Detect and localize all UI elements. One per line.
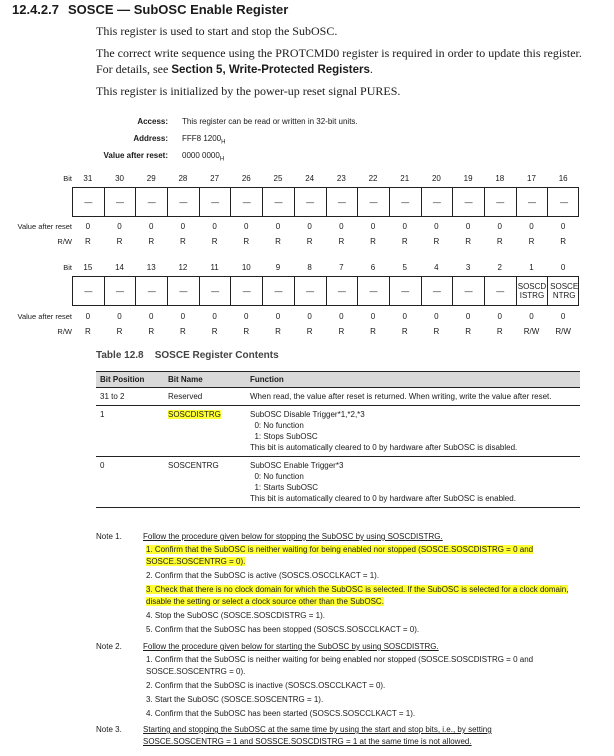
- bit-number: 24: [305, 174, 315, 183]
- reserved-bit-cell: —: [231, 277, 263, 305]
- rw-cell: R/W: [523, 327, 540, 336]
- rw-cell: R: [401, 327, 408, 336]
- reserved-bit-cell: —: [327, 277, 359, 305]
- ref-suffix: .: [369, 62, 373, 76]
- rw-cell: R: [465, 237, 471, 246]
- bit-number: 18: [495, 174, 505, 183]
- note-step: [146, 680, 580, 692]
- reset-value-cell: 0: [560, 222, 566, 231]
- bit-number: 7: [339, 263, 344, 272]
- note-step: [146, 544, 580, 568]
- reserved-bit-cell: —: [263, 277, 295, 305]
- reserved-bit-cell: —: [327, 188, 359, 216]
- rw-cell: R: [560, 237, 567, 246]
- rw-cell: R: [370, 327, 376, 336]
- intro-paragraph-3: This register is initialized by the power-up reset signal PURES.: [96, 84, 401, 98]
- reserved-bit-cell: —: [105, 188, 137, 216]
- rw-cell: R: [370, 237, 376, 246]
- bit-name: SOSCDISTRG: [168, 410, 221, 419]
- reset-value-cell: 0: [402, 222, 407, 231]
- bit-number: 10: [241, 263, 251, 272]
- intro-paragraph-1: This register is used to start and stop the SubOSC.: [96, 24, 338, 38]
- lower-register-box: [72, 276, 579, 306]
- reset-value-cell: 0: [85, 312, 91, 321]
- address-value: [182, 134, 225, 146]
- bit-name-cell: [164, 457, 246, 508]
- bit-label-lower: Bit: [63, 263, 72, 272]
- bit-number: 9: [275, 263, 281, 272]
- table-title: Table 12.8 SOSCE Register Contents: [96, 350, 279, 361]
- bit-number: 0: [560, 263, 566, 272]
- rw-label-lower: R/W: [57, 327, 72, 336]
- rw-cell: R: [243, 237, 250, 246]
- bit-field-cell: SOSCE NTRG: [550, 282, 579, 300]
- reset-value-cell: 0: [560, 312, 566, 321]
- bit-number: 13: [146, 263, 156, 272]
- bit-number: 3: [465, 263, 471, 272]
- rw-cell: R: [275, 237, 281, 246]
- function-line: 1: Starts SubOSC: [250, 483, 319, 492]
- function-cell: [246, 406, 580, 457]
- note1-label: Note 1.: [96, 532, 122, 541]
- address-label: Address:: [133, 134, 168, 143]
- reset-value-cell: 0: [275, 222, 281, 231]
- reset-value-cell: 0: [465, 222, 471, 231]
- reset-value-cell: 0: [117, 312, 122, 321]
- address-number: FFF8 1200: [182, 134, 222, 143]
- bit-number: 12: [178, 263, 188, 272]
- reserved-bit-cell: —: [485, 277, 517, 305]
- reset-value-cell: 0: [307, 312, 312, 321]
- reserved-bit-cell: —: [136, 188, 168, 216]
- reset-value-cell: 0: [148, 312, 154, 321]
- bit-number: 23: [336, 174, 346, 183]
- reserved-bit-cell: —: [560, 197, 569, 207]
- reserved-bit-cell: —: [295, 277, 327, 305]
- rw-cell: R: [306, 327, 313, 336]
- bit-number: 6: [370, 263, 376, 272]
- rw-cell: R: [496, 327, 503, 336]
- reset-value-cell: 0: [529, 312, 534, 321]
- bit-number: 19: [463, 174, 473, 183]
- reserved-bit-cell: —: [168, 277, 200, 305]
- note-step-text: 1. Confirm that the SubOSC is neither waiting for being enabled nor stopped (SOSCE.SOSCDISTRG = 0 and SOSCE.SOSCENTRG = 0).: [146, 545, 534, 566]
- access-label: Access:: [137, 117, 168, 126]
- rw-cell: R: [148, 327, 155, 336]
- reset-value-cell: 0: [85, 222, 91, 231]
- rw-cell: R: [433, 327, 440, 336]
- rw-cell: R: [116, 327, 123, 336]
- rw-cell: R: [180, 327, 186, 336]
- reserved-bit-cell: —: [517, 188, 549, 216]
- reserved-bit-cell: —: [168, 188, 200, 216]
- reset-value-cell: 0: [148, 222, 154, 231]
- upper-register-box: [72, 187, 579, 217]
- table-row: [96, 388, 580, 406]
- note-step: [146, 654, 580, 678]
- note3-label: Note 3.: [96, 725, 122, 734]
- note1-text: Follow the procedure given below for stopping the SubOSC by using SOSCDISTRG.: [143, 532, 443, 541]
- rw-cell: R: [84, 327, 91, 336]
- rw-cell: R: [148, 237, 155, 246]
- bit-name: SOSCENTRG: [168, 461, 219, 470]
- rw-cell: R: [338, 237, 345, 246]
- rw-cell: R: [243, 327, 250, 336]
- reserved-bit-cell: —: [453, 188, 485, 216]
- note-step-text: 3. Start the SubOSC (SOSCE.SOSCENTRG = 1).: [146, 695, 324, 704]
- reset-value-cell: 0: [275, 312, 281, 321]
- bit-number: 31: [83, 174, 93, 183]
- note-step-text: 2. Confirm that the SubOSC is inactive (SOSCS.OSCCLKACT = 0).: [146, 681, 386, 690]
- table-header-row: [96, 372, 580, 388]
- rw-cell: R: [496, 237, 503, 246]
- section-title: SOSCE — SubOSC Enable Register: [68, 2, 289, 17]
- reserved-bit-cell: —: [422, 188, 454, 216]
- note-step: [146, 610, 580, 622]
- section-reference-link[interactable]: Section 5, Write-Protected Registers: [171, 64, 370, 76]
- rw-cell: R: [211, 327, 218, 336]
- header-bit-name: Bit Name: [164, 372, 246, 388]
- function-cell: [246, 457, 580, 508]
- bit-name: Reserved: [168, 392, 203, 401]
- reserved-bit-cell: —: [295, 188, 327, 216]
- bit-field-cell: SOSCD ISTRG: [517, 277, 549, 305]
- note-step: [146, 694, 580, 706]
- bit-position-cell: 0: [96, 457, 164, 508]
- bit-number: 20: [431, 174, 441, 183]
- reset-value-cell: 0: [244, 222, 249, 231]
- function-line: SubOSC Enable Trigger*3: [250, 461, 344, 470]
- section-number: 12.4.2.7: [12, 2, 59, 17]
- function-line: 0: No function: [250, 472, 304, 481]
- function-line: SubOSC Disable Trigger*1,*2,*3: [250, 410, 365, 419]
- bit-number: 2: [497, 263, 502, 272]
- reserved-bit-cell: —: [358, 188, 390, 216]
- reserved-bit-cell: —: [390, 188, 422, 216]
- reserved-bit-cell: —: [200, 277, 232, 305]
- note-step-text: 4. Confirm that the SubOSC has been started (SOSCS.SOSCCLKACT = 1).: [146, 709, 416, 718]
- register-contents-table: [96, 371, 580, 508]
- header-bit-position: Bit Position: [96, 372, 164, 388]
- note3-line1: Starting and stopping the SubOSC at the same time by using the start and stop bits, i.e., by setting: [143, 725, 492, 734]
- reset-value-cell: 0: [117, 222, 122, 231]
- reserved-bit-cell: —: [453, 277, 485, 305]
- reset-value-cell: 0: [180, 312, 186, 321]
- bit-number: 21: [400, 174, 410, 183]
- reset-value-cell: 0: [180, 222, 186, 231]
- table-row: [96, 406, 580, 457]
- bit-number: 26: [241, 174, 251, 183]
- ref-prefix: For details, see: [96, 62, 172, 76]
- note-step-text: 1. Confirm that the SubOSC is neither waiting for being enabled nor stopped (SOSCE.SOSCDISTRG = 0 and SOSCE.SOSCENTRG = 0).: [146, 655, 534, 676]
- bit-number: 14: [115, 263, 124, 272]
- intro-paragraph-2: The correct write sequence using the PROTCMD0 register is required in order to update this register.: [96, 46, 582, 60]
- intro-paragraph-2-line2: [96, 62, 373, 77]
- bit-number: 30: [115, 174, 124, 183]
- rw-cell: R/W: [555, 327, 571, 336]
- rw-cell: R: [84, 237, 91, 246]
- bit-name-cell: [164, 388, 246, 406]
- reserved-bit-cell: —: [390, 277, 422, 305]
- reserved-bit-cell: —: [358, 277, 390, 305]
- access-value: This register can be read or written in 32-bit units.: [182, 117, 358, 126]
- note-step: [146, 708, 580, 720]
- reset-value-cell: 0: [434, 222, 439, 231]
- reserved-bit-cell: —: [136, 277, 168, 305]
- function-line: When read, the value after reset is returned. When writing, write the value after reset.: [250, 392, 552, 401]
- note2-text: Follow the procedure given below for starting the SubOSC by using SOSCDISTRG.: [143, 642, 439, 651]
- function-line: 1: Stops SubOSC: [250, 432, 318, 441]
- reset-value-cell: 0: [434, 312, 439, 321]
- reset-value-cell: 0: [370, 222, 376, 231]
- reset-value-cell: 0: [370, 312, 376, 321]
- bit-number: 4: [434, 263, 439, 272]
- bit-number: 29: [146, 174, 156, 183]
- note-step-text: 3. Check that there is no clock domain for which the SubOSC is selected. If the SubOSC is selected for a clock domain, disable the setting or select a clock source other than the SubOSC.: [146, 585, 569, 606]
- bit-number: 5: [402, 263, 407, 272]
- reset-value-cell: 0: [212, 222, 217, 231]
- note-step: [146, 624, 580, 636]
- bit-label-upper: Bit: [63, 174, 72, 183]
- bit-name-cell: [164, 406, 246, 457]
- reset-label: Value after reset:: [103, 151, 168, 160]
- bit-number: 27: [210, 174, 220, 183]
- reserved-bit-cell: —: [105, 277, 137, 305]
- function-cell: [246, 388, 580, 406]
- note-step: [146, 570, 580, 582]
- header-function: Function: [246, 372, 580, 388]
- note3-line2: SOSCE.SOSCENTRG = 1 and SOSSCE.SOSCDISTRG = 1 at the same time is not allowed.: [143, 737, 472, 746]
- bit-position-cell: 1: [96, 406, 164, 457]
- reset-value-cell: 0: [244, 312, 249, 321]
- bit-number: 25: [273, 174, 283, 183]
- table-row: [96, 457, 580, 508]
- reset-value-cell: 0: [307, 222, 312, 231]
- reset-value: [182, 151, 224, 163]
- bit-number: 28: [178, 174, 188, 183]
- bit-number: 22: [368, 174, 378, 183]
- note-step-text: 2. Confirm that the SubOSC is active (SOSCS.OSCCLKACT = 1).: [146, 571, 380, 580]
- reserved-bit-cell: —: [73, 188, 105, 216]
- reserved-bit-cell: —: [73, 277, 105, 305]
- function-line: This bit is automatically cleared to 0 by hardware after SubOSC is disabled.: [250, 443, 518, 452]
- rw-cell: R: [338, 327, 345, 336]
- reset-value-cell: 0: [212, 312, 217, 321]
- bit-number: 8: [307, 263, 312, 272]
- rw-label-upper: R/W: [57, 237, 72, 246]
- reset-value-cell: 0: [465, 312, 471, 321]
- rw-cell: R: [211, 237, 218, 246]
- reserved-bit-cell: —: [485, 188, 517, 216]
- reserved-bit-cell: —: [422, 277, 454, 305]
- bit-number: 15: [83, 263, 93, 272]
- bit-number: 17: [527, 174, 536, 183]
- reserved-bit-cell: —: [200, 188, 232, 216]
- rw-cell: R: [306, 237, 313, 246]
- rw-cell: R: [401, 237, 408, 246]
- bit-number: 11: [210, 263, 219, 272]
- reset-value-cell: 0: [497, 222, 502, 231]
- reset-value-cell: 0: [529, 222, 534, 231]
- function-line: 0: No function: [250, 421, 304, 430]
- bit-number: 1: [529, 263, 534, 272]
- value-label-upper: Value after reset: [17, 222, 72, 231]
- reset-number: 0000 0000: [182, 151, 220, 160]
- value-label-lower: Value after reset: [17, 312, 72, 321]
- note-step: [146, 584, 580, 608]
- rw-cell: R: [433, 237, 440, 246]
- rw-cell: R: [180, 237, 186, 246]
- reserved-bit-cell: —: [263, 188, 295, 216]
- reset-value-cell: 0: [497, 312, 502, 321]
- note2-label: Note 2.: [96, 642, 122, 651]
- rw-cell: R: [275, 327, 281, 336]
- rw-cell: R: [465, 327, 471, 336]
- bit-position-cell: 31 to 2: [96, 388, 164, 406]
- reserved-bit-cell: —: [231, 188, 263, 216]
- rw-cell: R: [116, 237, 123, 246]
- reset-suffix: H: [219, 156, 225, 163]
- reset-value-cell: 0: [339, 222, 344, 231]
- reset-value-cell: 0: [402, 312, 407, 321]
- rw-cell: R: [528, 237, 535, 246]
- bit-number: 16: [558, 174, 568, 183]
- table-body: [96, 388, 580, 508]
- function-line: This bit is automatically cleared to 0 by hardware after SubOSC is enabled.: [250, 494, 516, 503]
- note-step-text: 5. Confirm that the SubOSC has been stopped (SOSCS.SOSCCLKACT = 0).: [146, 625, 420, 634]
- address-suffix: H: [221, 139, 226, 146]
- note-step-text: 4. Stop the SubOSC (SOSCE.SOSCDISTRG = 1).: [146, 611, 325, 620]
- reset-value-cell: 0: [339, 312, 344, 321]
